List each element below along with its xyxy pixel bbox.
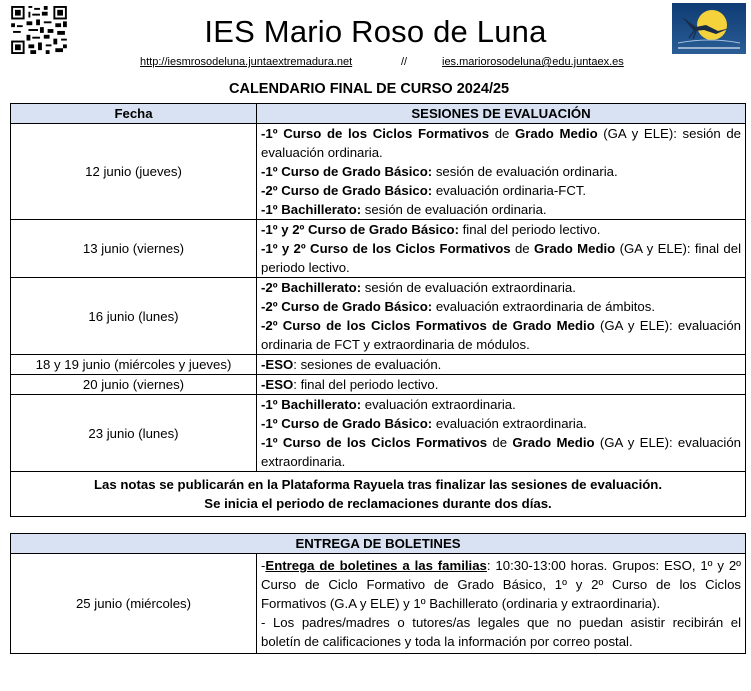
session-text: de [487,435,513,450]
session-group: -1º Bachillerato: [261,397,362,412]
session-group: -1º y 2º Curso de los Ciclos Formativos [261,241,511,256]
session-item [261,124,741,162]
table-row [11,220,746,278]
row-date: 18 y 19 junio (miércoles y jueves) [11,355,257,375]
session-group: -ESO [261,357,294,372]
row-date: 12 junio (jueves) [11,124,257,220]
session-item [261,200,741,219]
column-header-date: Fecha [11,104,257,124]
session-text: sesión de evaluación ordinaria. [432,164,618,179]
session-group: Grado Medio [515,126,598,141]
session-text: : sesiones de evaluación. [293,357,442,372]
note-line-2: Se inicia el periodo de reclamaciones durante dos días. [204,496,552,511]
session-group: -2º Curso de Grado Básico: [261,299,433,314]
session-item [261,297,741,316]
session-item [261,355,741,374]
row-date: 16 junio (lunes) [11,278,257,355]
calendar-title: CALENDARIO FINAL DE CURSO 2024/25 [229,81,510,97]
evaluation-table [10,103,746,517]
notes-cell [11,472,746,517]
institution-title: IES Mario Roso de Luna [204,14,547,49]
boletines-row [11,554,746,654]
session-item [261,162,741,181]
row-sessions [257,355,746,375]
table-row [11,375,746,395]
website-link-wrap [140,56,352,68]
session-text: de [489,126,516,141]
session-text: sesión de evaluación ordinaria. [361,202,547,217]
session-group: Grado Medio [512,435,595,450]
session-text: evaluación extraordinaria de ámbitos. [432,299,656,314]
boletines-header-row [11,534,746,554]
session-text: evaluación ordinaria-FCT. [432,183,587,198]
session-text: evaluación extraordinaria. [361,397,516,412]
session-group: -2º Bachillerato: [261,280,362,295]
session-item [261,220,741,239]
row-sessions [257,220,746,278]
session-group: -1º y 2º Curso de Grado Básico: [261,222,459,237]
email-link[interactable]: ies.mariorosodeluna@edu.juntaex.es [442,56,624,68]
column-header-sessions: SESIONES DE EVALUACIÓN [257,104,746,124]
session-text: (GA y ELE): final del periodo lectivo. [261,241,742,275]
row-sessions [257,124,746,220]
session-text: de [510,241,534,256]
session-group: -1º Curso de Grado Básico: [261,164,433,179]
session-item [261,414,741,433]
evaluation-rows [11,124,746,472]
session-group: -2º Curso de los Ciclos Formativos de Grado Medio [261,318,595,333]
table-header-row [11,104,746,124]
table-row [11,124,746,220]
session-group: -ESO [261,377,294,392]
session-text: : final del periodo lectivo. [293,377,439,392]
session-item [261,433,741,471]
session-item [261,181,741,200]
session-item [261,278,741,297]
session-group: -1º Curso de los Ciclos Formativos [261,435,488,450]
header-separator: // [401,56,408,68]
row-date: 13 junio (viernes) [11,220,257,278]
session-text: sesión de evaluación extraordinaria. [361,280,576,295]
boletines-date: 25 junio (miércoles) [11,554,257,654]
note-line-1: Las notas se publicarán en la Plataforma Rayuela tras finalizar las sesiones de evaluación. [93,477,663,492]
session-text: evaluación extraordinaria. [432,416,587,431]
session-group: -2º Curso de Grado Básico: [261,183,433,198]
row-sessions [257,278,746,355]
boletines-table [10,533,746,654]
table-row [11,395,746,472]
row-date: 20 junio (viernes) [11,375,257,395]
row-sessions [257,375,746,395]
boletines-delivery-label: Entrega de boletines a las familias [265,558,487,573]
session-text: (GA y ELE): evaluación ordinaria de FCT y extraordinaria de módulos. [261,318,741,352]
row-sessions [257,395,746,472]
boletines-details [257,554,746,654]
session-text: (GA y ELE): sesión de evaluación ordinaria. [261,126,741,160]
school-logo-bird-moon-icon [672,3,746,54]
session-group: Grado Medio [533,241,616,256]
session-item [261,316,741,354]
session-text: final del periodo lectivo. [458,222,601,237]
session-item [261,395,741,414]
session-item [261,239,741,277]
boletines-title: ENTREGA DE BOLETINES [11,534,746,554]
table-row [11,355,746,375]
session-group: -1º Curso de Grado Básico: [261,416,433,431]
boletines-paragraph-1: -Entrega de boletines a las familias: 10:30-13:00 horas. Grupos: ESO, 1º y 2º Curso de Ciclo Formativo de Grado Básico, 1º y 2º Curso de los Ciclos Formativos (G.A y ELE) y 1º Bachillerato (ordinaria y extraordinaria). [261,558,741,611]
website-link[interactable]: http://iesmrosodeluna.juntaextremadura.net [140,56,353,68]
notes-row [11,472,746,517]
session-group: -1º Bachillerato: [261,202,362,217]
session-group: -1º Curso de los Ciclos Formativos [261,126,490,141]
boletines-paragraph-2: - Los padres/madres o tutores/as legales que no puedan asistir recibirán el boletín de calificaciones y toda la información por correo postal. [261,615,741,649]
row-date: 23 junio (lunes) [11,395,257,472]
table-row [11,278,746,355]
boletines-delivery-text: : 10:30-13:00 horas. Grupos: ESO, 1º y 2º Curso de Ciclo Formativo de Grado Básico, 1º y 2º Curso de los Ciclos Formativos (G.A y ELE) y 1º Bachillerato (ordinaria y extraordinaria). [261,558,741,611]
session-item [261,375,741,394]
session-text: (GA y ELE): evaluación extraordinaria. [261,435,741,469]
